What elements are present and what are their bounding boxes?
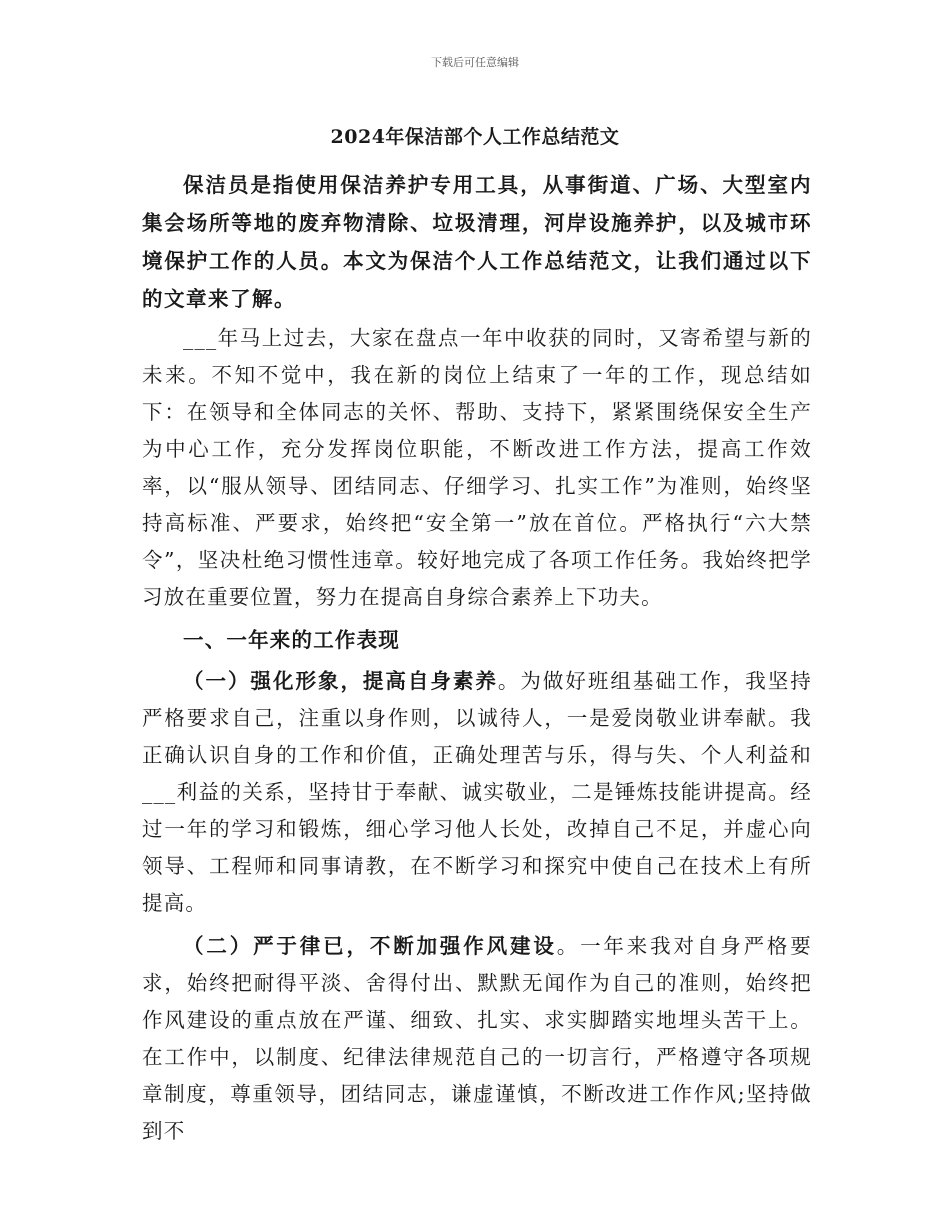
document-title: 2024年保洁部个人工作总结范文 [330,126,620,148]
subsection-heading-2: （二）严于律已，不断加强作风建设 [183,934,557,958]
subsection-1-paragraph [142,663,812,922]
document-body [142,166,812,1150]
section-heading-1: 一、一年来的工作表现 [183,628,400,652]
subsection-1-text: 。为做好班组基础工作，我坚持严格要求自己，注重以身作则，以诚待人，一是爱岗敬业讲奉献。我正确认识自身的工作和价值，正确处理苦与乐，得与失、个人利益和___利益的关系，坚持甘于奉献、诚实敬业，二是锤炼技能讲提高。经过一年的学习和锻炼，细心学习他人长处，改掉自己不足，并虚心向领导、工程师和同事请教，在不断学习和探究中使自己在技术上有所提高。 [142,669,812,915]
subsection-2-paragraph [142,928,812,1150]
subsection-2-text: 。一年来我对自身严格要求，始终把耐得平淡、舍得付出、默默无闻作为自己的准则，始终把作风建设的重点放在严谨、细致、扎实、求实脚踏实地埋头苦干上。在工作中，以制度、纪律法律规范自己的一切言行，严格遵守各项规章制度，尊重领导，团结同志，谦虚谨慎，不断改进工作作风;坚持做到不 [142,934,812,1143]
opening-paragraph: ___年马上过去，大家在盘点一年中收获的同时，又寄希望与新的未来。不知不觉中，我在新的岗位上结束了一年的工作，现总结如下：在领导和全体同志的关怀、帮助、支持下，紧紧围绕保安全生产为中心工作，充分发挥岗位职能，不断改进工作方法，提高工作效率，以“服从领导、团结同志、仔细学习、扎实工作”为准则，始终坚持高标准、严要求，始终把“安全第一”放在首位。严格执行“六大禁令”，坚决杜绝习惯性违章。较好地完成了各项工作任务。我始终把学习放在重要位置，努力在提高自身综合素养上下功夫。 [142,326,812,609]
subsection-heading-1: （一）强化形象，提高自身素养 [183,669,498,693]
intro-paragraph: 保洁员是指使用保洁养护专用工具，从事街道、广场、大型室内集会场所等地的废弃物清除、垃圾清理，河岸设施养护，以及城市环境保护工作的人员。本文为保洁个人工作总结范文，让我们通过以下的文章来了解。 [142,173,812,311]
header-note: 下载后可任意编辑 [431,56,519,69]
